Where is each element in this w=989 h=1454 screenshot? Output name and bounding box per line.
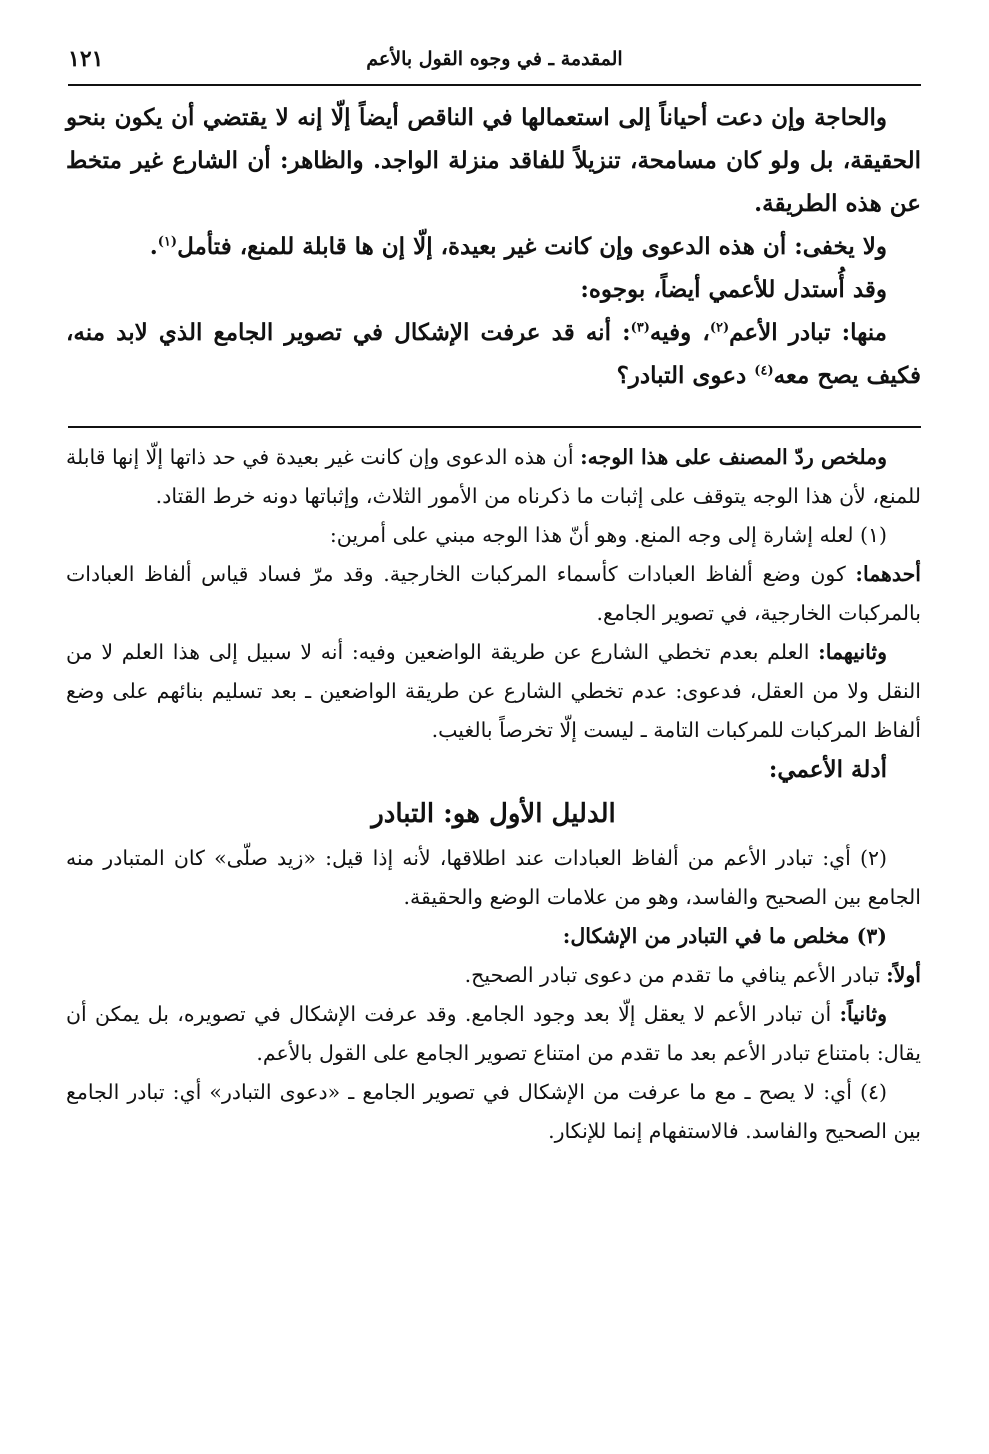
footnote-ref-4: (٤) <box>754 363 774 379</box>
main-paragraph-4-d: دعوى التبادر؟ <box>616 362 755 389</box>
main-paragraph-2 <box>66 225 921 268</box>
footnote-1-first-label: أحدهما: <box>855 562 921 586</box>
footnote-3-second-text: أن تبادر الأعم لا يعقل إلّا بعد وجود الجامع. وقد عرفت الإشكال في تصويره، بل يمكن أن يقال: بامتناع تبادر الأعم بعد ما تقدم من امتناع تصوير الجامع على القول بالأعم. <box>66 1002 921 1065</box>
main-paragraph-2-end: . <box>149 233 158 260</box>
main-paragraph-4-b: ، وفيه <box>649 319 710 346</box>
section-title: الدليل الأول هو: التبادر <box>371 799 616 829</box>
footnote-3-heading: (٣) مخلص ما في التبادر من الإشكال: <box>562 924 887 948</box>
main-text <box>66 96 921 397</box>
commentary-summary-text: أن هذه الدعوى وإن كانت غير بعيدة في حد ذاتها إلّا إنها قابلة للمنع، لأن هذا الوجه يتوقف على إثبات ما ذكرناه من الأمور الثلاث، وإثباتها دونه خرط القتاد. <box>66 445 921 508</box>
footnote-1-second <box>66 633 921 750</box>
footnote-1: (١) لعله إشارة إلى وجه المنع. وهو أنّ هذا الوجه مبني على أمرين: <box>329 523 887 547</box>
main-paragraph-4 <box>66 311 921 397</box>
footnote-3-second <box>66 995 921 1073</box>
footnotes <box>66 438 921 1151</box>
page-number: ١٢١ <box>68 46 104 72</box>
footnote-3-first-text: تبادر الأعم ينافي ما تقدم من دعوى تبادر الصحيح. <box>464 963 887 987</box>
main-paragraph-2-text: ولا يخفى: أن هذه الدعوى وإن كانت غير بعيدة، إلّا إن ها قابلة للمنع، فتأمل <box>177 233 887 260</box>
main-paragraph-3: وقد أُستدل للأعمي أيضاً، بوجوه: <box>580 276 887 303</box>
main-paragraph-4-a: منها: تبادر الأعم <box>729 319 887 346</box>
footnote-3-second-label: وثانياً: <box>839 1002 887 1026</box>
footnote-divider <box>68 426 921 428</box>
running-title: المقدمة ـ في وجوه القول بالأعم <box>366 48 623 70</box>
main-paragraph-1: والحاجة وإن دعت أحياناً إلى استعمالها في الناقص أيضاً إلّا إنه لا يقتضي أن يكون بنحو الحقيقة، بل ولو كان مسامحة، تنزيلاً للفاقد منزلة الواجد. والظاهر: أن الشارع غير متخط عن هذه الطريقة. <box>66 104 921 217</box>
evidence-heading: أدلة الأعمي: <box>768 756 887 783</box>
commentary-summary <box>66 438 921 516</box>
footnote-1-second-text: العلم بعدم تخطي الشارع عن طريقة الواضعين وفيه: أنه لا سبيل إلى هذا العلم لا من النقل ولا من العقل، فدعوى: عدم تخطي الشارع عن طريقة الواضعين ـ بعد تسليم بنائهم على وضع ألفاظ المركبات للمركبات التامة ـ ليست إلّا تخرصاً بالغيب. <box>66 640 921 742</box>
footnote-4: (٤) أي: لا يصح ـ مع ما عرفت من الإشكال في تصوير الجامع ـ «دعوى التبادر» أي: تبادر الجامع بين الصحيح والفاسد. فالاستفهام إنما للإنكار. <box>66 1080 921 1143</box>
footnote-ref-2: (٢) <box>709 320 730 336</box>
footnote-1-second-label: وثانيهما: <box>818 640 887 664</box>
footnote-3-first-label: أولاً: <box>886 963 921 987</box>
footnote-2: (٢) أي: تبادر الأعم من ألفاظ العبادات عند اطلاقها، لأنه إذا قيل: «زيد صلّى» كان المتبادر منه الجامع بين الصحيح والفاسد، وهو من علامات الوضع والحقيقة. <box>66 846 921 909</box>
footnote-1-first <box>66 555 921 633</box>
commentary-summary-label: وملخص ردّ المصنف على هذا الوجه: <box>580 445 887 469</box>
main-paragraph-4-c: : أنه قد عرفت الإشكال في تصوير الجامع الذي لابد منه، فكيف يصح معه <box>66 319 921 389</box>
page-header <box>68 40 921 86</box>
footnote-ref-3: (٣) <box>630 320 650 336</box>
footnote-3-first <box>66 956 921 995</box>
footnote-1-first-text: كون وضع ألفاظ العبادات كأسماء المركبات الخارجية. وقد مرّ فساد قياس ألفاظ العبادات بالمركبات الخارجية، في تصوير الجامع. <box>66 562 921 625</box>
footnote-ref-1: (١) <box>157 234 178 250</box>
